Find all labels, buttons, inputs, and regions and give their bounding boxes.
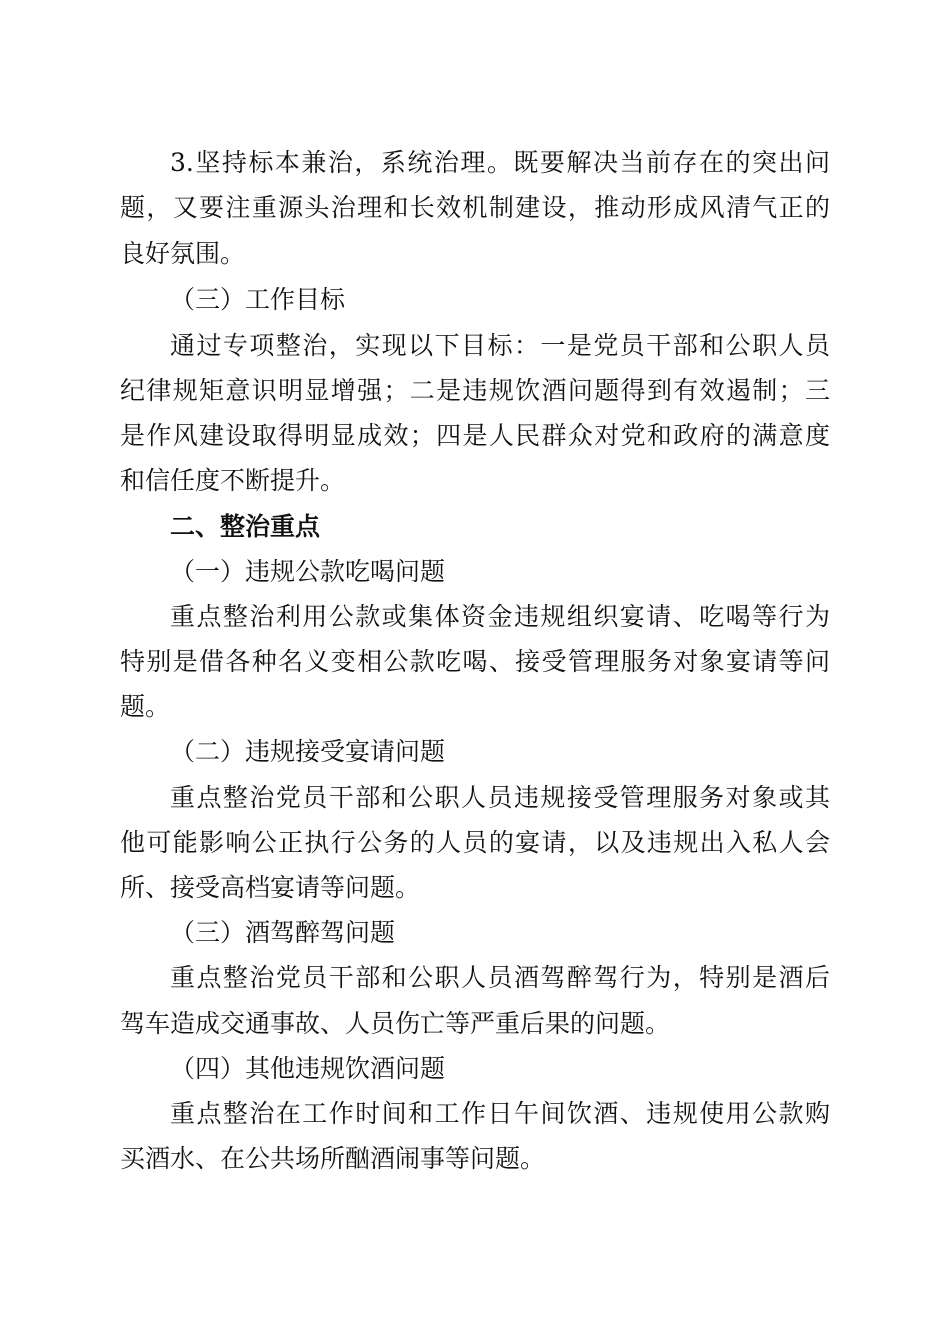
heading-work-goals: （三）工作目标 (170, 285, 346, 314)
heading-rectification-focus: 二、整治重点 (170, 512, 321, 541)
paragraph-item-4-line-1: 重点整治在工作时间和工作日午间饮酒、违规使用公款购 (170, 1099, 830, 1128)
paragraph-goals-line-3: 是作风建设取得明显成效；四是人民群众对党和政府的满意度 (120, 421, 830, 450)
paragraph-goals-line-2: 纪律规矩意识明显增强；二是违规饮酒问题得到有效遏制；三 (120, 376, 830, 405)
heading-item-3: （三）酒驾醉驾问题 (170, 918, 396, 947)
heading-item-2: （二）违规接受宴请问题 (170, 737, 446, 766)
paragraph-item-3-line-1: 重点整治党员干部和公职人员酒驾醉驾行为，特别是酒后 (170, 963, 830, 992)
paragraph-item-2-line-1: 重点整治党员干部和公职人员违规接受管理服务对象或其 (170, 783, 830, 812)
paragraph-goals-line-1: 通过专项整治，实现以下目标：一是党员干部和公职人员 (170, 331, 830, 360)
paragraph-principle-3-line-3: 良好氛围。 (120, 239, 246, 268)
paragraph-item-1-line-1: 重点整治利用公款或集体资金违规组织宴请、吃喝等行为 (170, 602, 830, 631)
paragraph-item-4-line-2: 买酒水、在公共场所酗酒闹事等问题。 (120, 1144, 546, 1173)
paragraph-item-2-line-3: 所、接受高档宴请等问题。 (120, 873, 421, 902)
heading-item-1: （一）违规公款吃喝问题 (170, 557, 446, 586)
paragraph-principle-3-line-1: 3.坚持标本兼治，系统治理。既要解决当前存在的突出问 (170, 148, 830, 177)
heading-item-4: （四）其他违规饮酒问题 (170, 1054, 446, 1083)
paragraph-item-1-line-2: 特别是借各种名义变相公款吃喝、接受管理服务对象宴请等问 (120, 647, 830, 676)
paragraph-goals-line-4: 和信任度不断提升。 (120, 466, 346, 495)
paragraph-item-1-line-3: 题。 (120, 692, 171, 721)
paragraph-item-2-line-2: 他可能影响公正执行公务的人员的宴请，以及违规出入私人会 (120, 828, 830, 857)
paragraph-item-3-line-2: 驾车造成交通事故、人员伤亡等严重后果的问题。 (120, 1009, 671, 1038)
paragraph-principle-3-line-2: 题，又要注重源头治理和长效机制建设，推动形成风清气正的 (120, 193, 830, 222)
